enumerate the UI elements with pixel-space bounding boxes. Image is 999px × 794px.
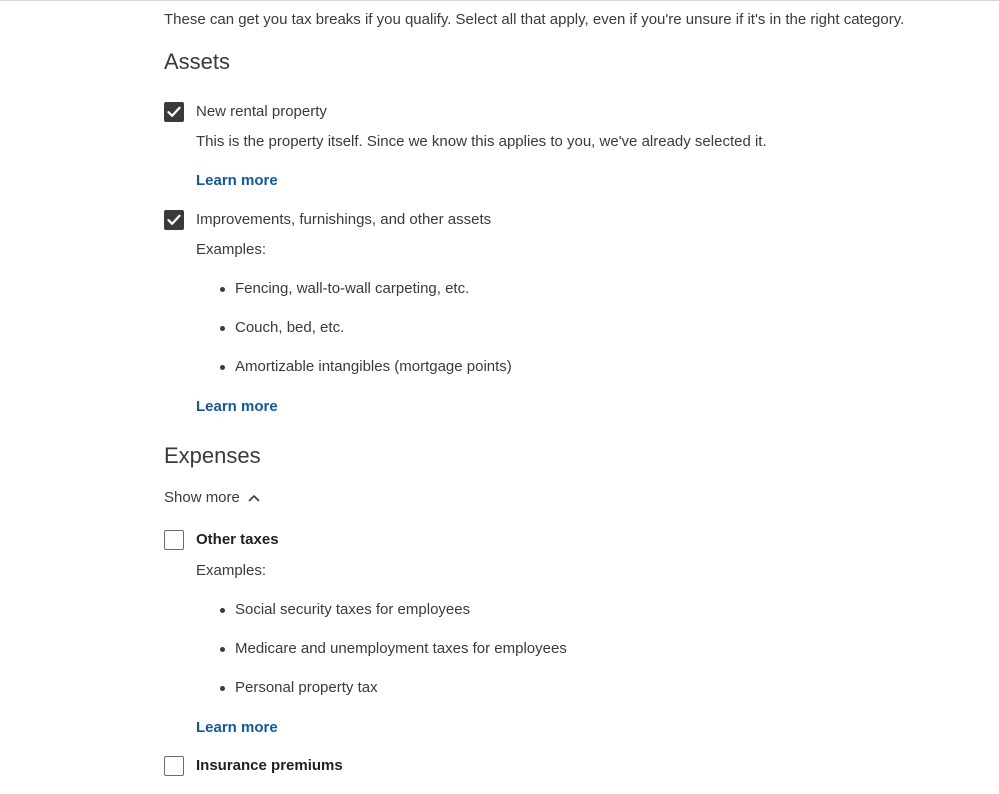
checkbox-label[interactable]: New rental property <box>196 103 327 120</box>
checkbox-label[interactable]: Improvements, furnishings, and other assets <box>196 211 492 228</box>
intro-text: These can get you tax breaks if you qualify. Select all that apply, even if you're unsure if it's in the right category. <box>164 11 905 28</box>
checkbox-checked-icon[interactable] <box>164 210 184 230</box>
bullet-icon <box>220 686 225 691</box>
examples-label: Examples: <box>196 562 267 579</box>
checkbox-insurance-premiums[interactable] <box>164 755 343 777</box>
checkbox-checked-icon[interactable] <box>164 102 184 122</box>
checkbox-unchecked-icon[interactable] <box>164 756 184 776</box>
bullet-icon <box>220 326 225 331</box>
learn-more-link[interactable]: Learn more <box>196 398 278 415</box>
checkbox-label[interactable]: Insurance premiums <box>196 757 343 774</box>
checkbox-other-taxes[interactable] <box>164 529 279 551</box>
bullet-icon <box>220 608 225 613</box>
learn-more-link[interactable]: Learn more <box>196 719 278 736</box>
list-item: Amortizable intangibles (mortgage points) <box>220 357 512 377</box>
list-item: Couch, bed, etc. <box>220 318 344 338</box>
show-more-toggle[interactable] <box>164 488 260 508</box>
bullet-icon <box>220 365 225 370</box>
list-item: Personal property tax <box>220 678 378 698</box>
show-more-label[interactable]: Show more <box>164 489 240 506</box>
chevron-up-icon[interactable] <box>248 494 260 502</box>
bullet-icon <box>220 287 225 292</box>
checkbox-unchecked-icon[interactable] <box>164 530 184 550</box>
checkbox-improvements[interactable] <box>164 209 491 231</box>
top-divider <box>0 0 999 1</box>
learn-more-link[interactable]: Learn more <box>196 172 278 189</box>
checkbox-new-rental-property[interactable] <box>164 101 327 123</box>
expenses-heading: Expenses <box>164 443 261 468</box>
bullet-icon <box>220 647 225 652</box>
list-item: Fencing, wall-to-wall carpeting, etc. <box>220 279 469 299</box>
list-item: Medicare and unemployment taxes for employees <box>220 639 567 659</box>
item-description: This is the property itself. Since we know this applies to you, we've already selected it. <box>196 133 767 150</box>
checkbox-label[interactable]: Other taxes <box>196 531 279 548</box>
examples-label: Examples: <box>196 241 267 258</box>
list-item: Social security taxes for employees <box>220 600 470 620</box>
assets-heading: Assets <box>164 49 231 74</box>
